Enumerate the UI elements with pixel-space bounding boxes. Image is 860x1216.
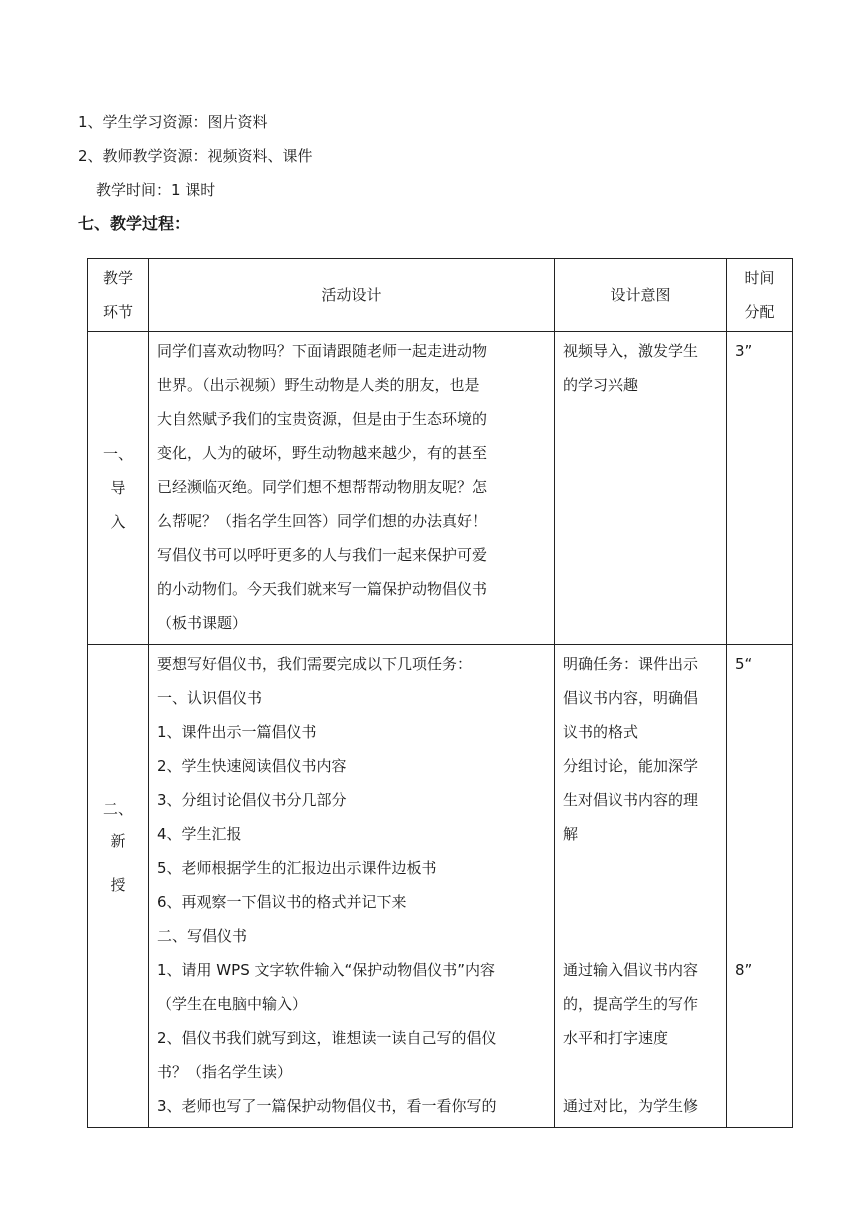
activity-new: 要想写好倡仪书，我们需要完成以下几项任务： 一、认识倡仪书 1、课件出示一篇倡仪书 2、学生快速阅读倡仪书内容 3、分组讨论倡仪书分几部分 4、学生汇报 5、老师根据学生的汇报边出示课件边板书 6、再观察一下倡议书的格式并记下来 二、写倡仪书 1、请用 WPS 文字软件输入“保护动物倡仪书”内容 （学生在电脑中输入） 2、倡仪书我们就写到这，谁想读一读自己写的倡仪 书？（指名学生读） 3、老师也写了一篇保护动物倡仪书，看一看你写的 (149, 645, 555, 1128)
table-header-row (88, 259, 793, 332)
header-stage: 教学 环节 (88, 259, 149, 332)
time-intro: 3” (727, 332, 793, 645)
table-row (88, 645, 793, 1128)
header-activity: 活动设计 (149, 259, 555, 332)
stage-new: 二、 新 授 (88, 645, 149, 1128)
stage-intro: 一、 导 入 (88, 332, 149, 645)
activity-intro: 同学们喜欢动物吗？下面请跟随老师一起走进动物 世界。（出示视频）野生动物是人类的朋友，也是 大自然赋予我们的宝贵资源，但是由于生态环境的 变化，人为的破坏，野生动物越来越少，有的甚至 已经濒临灭绝。同学们想不想帮帮动物朋友呢？怎 么帮呢？（指名学生回答）同学们想的办法真好！ 写倡仪书可以呼吁更多的人与我们一起来保护可爱 的小动物们。今天我们就来写一篇保护动物倡仪书 （板书课题） (149, 332, 555, 645)
process-table (87, 258, 793, 1128)
header-time: 时间 分配 (727, 259, 793, 332)
section-title: 七、教学过程： (78, 214, 191, 233)
resource-line-2: 2、教师教学资源：视频资料、课件 (78, 147, 313, 165)
intent-new: 明确任务：课件出示 倡议书内容，明确倡 议书的格式 分组讨论，能加深学 生对倡议书内容的理 解 通过输入倡议书内容 的，提高学生的写作 水平和打字速度 通过对比，为学生修 (555, 645, 727, 1128)
time-new: 5“ 8” (727, 645, 793, 1128)
intent-intro: 视频导入，激发学生 的学习兴趣 (555, 332, 727, 645)
resource-line-1: 1、学生学习资源：图片资料 (78, 113, 268, 131)
table-row (88, 332, 793, 645)
header-intent: 设计意图 (555, 259, 727, 332)
teaching-time: 教学时间：1 课时 (96, 181, 216, 199)
